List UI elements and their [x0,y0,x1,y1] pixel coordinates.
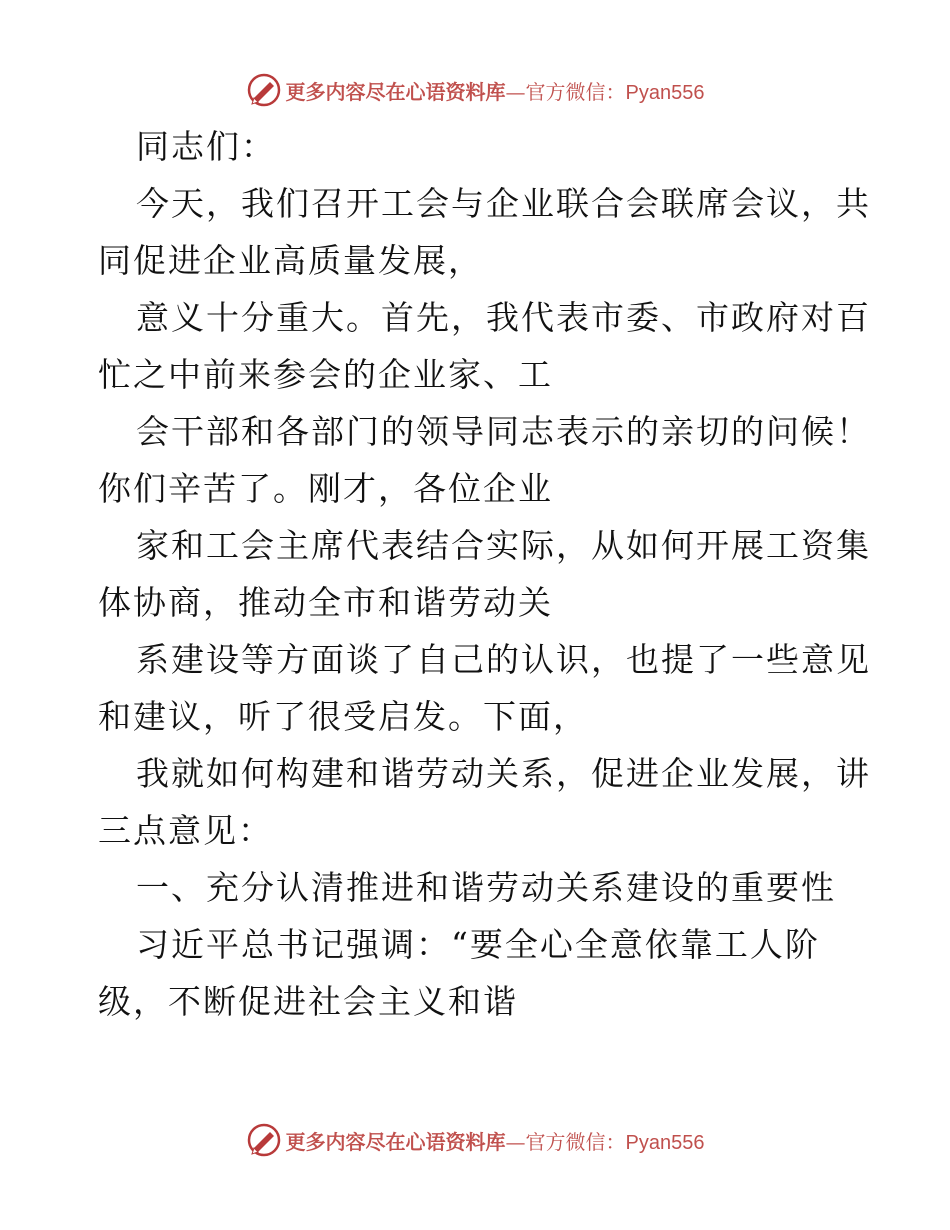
paragraph-line: 同促进企业高质量发展， [98,241,483,280]
banner-wechat-id: Pyan556 [625,81,705,104]
header-banner [0,70,950,110]
paragraph-line: 级，不断促进社会主义和谐 [98,982,518,1021]
banner-wechat-label: 官方微信： [525,79,626,104]
document-body [98,118,871,1030]
salutation: 同志们： [136,127,276,166]
banner-text [286,76,705,105]
paragraph-line: 意义十分重大。首先，我代表市委、市政府对百 [136,298,871,337]
banner-text [286,1126,705,1155]
pen-logo-icon [246,1122,282,1158]
section-heading: 一、充分认清推进和谐劳动关系建设的重要性 [136,868,836,907]
paragraph-line: 系建设等方面谈了自己的认识，也提了一些意见 [136,640,871,679]
paragraph-line: 家和工会主席代表结合实际，从如何开展工资集 [136,526,871,565]
paragraph-line: 我就如何构建和谐劳动关系，促进企业发展，讲 [136,754,871,793]
paragraph-line: 忙之中前来参会的企业家、工 [98,355,553,394]
paragraph-line: 体协商，推动全市和谐劳动关 [98,583,553,622]
footer-banner [0,1120,950,1160]
paragraph-line: 你们辛苦了。刚才，各位企业 [98,469,553,508]
pen-logo-icon [246,72,282,108]
paragraph-line: 今天，我们召开工会与企业联合会联席会议，共 [136,184,871,223]
banner-brand: 更多内容尽在心语资料库 [285,1129,506,1154]
banner-separator: — [505,1129,526,1154]
banner-wechat-id: Pyan556 [625,1131,705,1154]
banner-brand: 更多内容尽在心语资料库 [285,79,506,104]
paragraph-line: 三点意见： [98,811,273,850]
banner-wechat-label: 官方微信： [525,1129,626,1154]
paragraph-line: 习近平总书记强调：“要全心全意依靠工人阶 [136,925,820,964]
paragraph-line: 会干部和各部门的领导同志表示的亲切的问候！ [136,412,871,451]
paragraph-line: 和建议，听了很受启发。下面， [98,697,588,736]
banner-separator: — [505,79,526,104]
